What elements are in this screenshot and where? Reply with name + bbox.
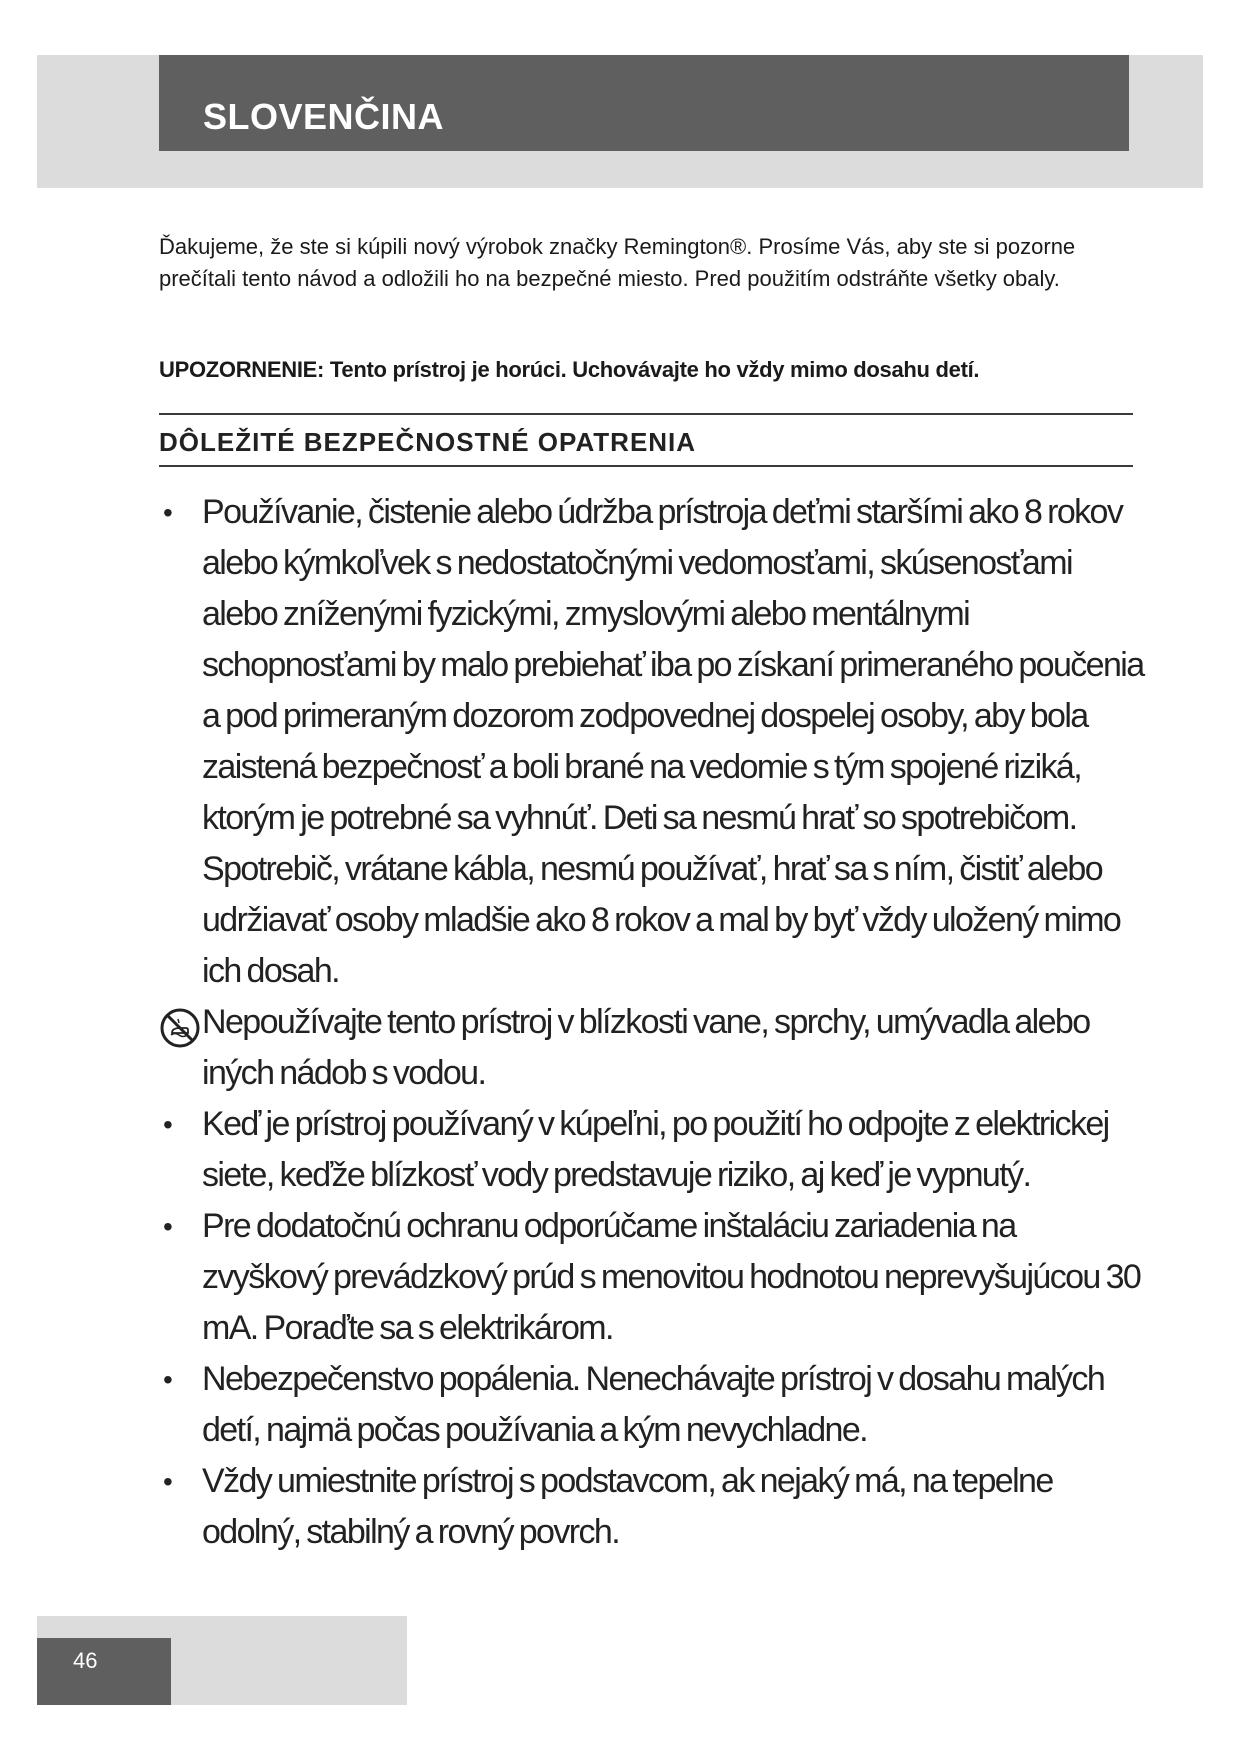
list-item — [159, 1456, 1144, 1558]
bullet-marker: • — [163, 1211, 172, 1242]
bullet-marker: • — [163, 497, 172, 528]
list-item — [159, 487, 1144, 997]
bullet-marker: • — [163, 1109, 172, 1140]
list-item-text: Používanie, čistenie alebo údržba prístroja deťmi staršími ako 8 rokov alebo kýmkoľvek s nedostatočnými vedomosťami, skúsenosťami alebo zníženými fyzickými, zmyslovými alebo mentálnymi schopnosťami by malo prebiehať iba po získaní primeraného poučenia a pod primeraným dozorom zodpovednej dospelej osoby, aby bola zaistená bezpečnosť a boli brané na vedomie s tým spojené riziká, ktorým je potrebné sa vyhnúť. Deti sa nesmú hrať so spotrebičom. Spotrebič, vrátane kábla, nesmú používať, hrať sa s ním, čistiť alebo udržiavať osoby mladšie ako 8 rokov a mal by byť vždy uložený mimo ich dosah. — [202, 493, 1144, 990]
list-item-text: Keď je prístroj používaný v kúpeľni, po použití ho odpojte z elektrickej siete, keďže blízkosť vody predstavuje riziko, aj keď je vypnutý. — [202, 1105, 1109, 1194]
list-item — [159, 997, 1144, 1099]
list-item-text: Vždy umiestnite prístroj s podstavcom, ak nejaký má, na tepelne odolný, stabilný a rovný povrch. — [202, 1462, 1053, 1551]
bullet-marker: • — [163, 1364, 172, 1395]
list-item-text: Nebezpečenstvo popálenia. Nenechávajte prístroj v dosahu malých detí, najmä počas používania a kým nevychladne. — [202, 1360, 1105, 1449]
list-item — [159, 1099, 1144, 1201]
section-rule-top — [159, 413, 1133, 415]
intro-paragraph: Ďakujeme, že ste si kúpili nový výrobok značky Remington®. Prosíme Vás, aby ste si pozorne prečítali tento návod a odložili ho na bezpečné miesto. Pred použitím odstráňte všetky obaly. — [159, 234, 1076, 291]
page-number-box — [37, 1638, 171, 1705]
language-title: SLOVENČINA — [203, 96, 445, 137]
list-item-text: Nepoužívajte tento prístroj v blízkosti vane, sprchy, umývadla alebo iných nádob s vodou. — [202, 1003, 1090, 1092]
page-number: 46 — [73, 1648, 98, 1673]
section-rule-bottom — [159, 465, 1133, 467]
list-item — [159, 1201, 1144, 1354]
list-item — [159, 1354, 1144, 1456]
no-water-use-icon — [159, 1007, 201, 1049]
bullet-marker: • — [163, 1466, 172, 1497]
safety-list — [159, 487, 1144, 1558]
warning-text: UPOZORNENIE: Tento prístroj je horúci. Uchovávajte ho vždy mimo dosahu detí. — [159, 357, 980, 382]
list-item-text: Pre dodatočnú ochranu odporúčame inštaláciu zariadenia na zvyškový prevádzkový prúd s menovitou hodnotou neprevyšujúcou 30 mA. Poraďte sa s elektrikárom. — [202, 1207, 1141, 1347]
section-title: DÔLEŽITÉ BEZPEČNOSTNÉ OPATRENIA — [159, 427, 697, 457]
